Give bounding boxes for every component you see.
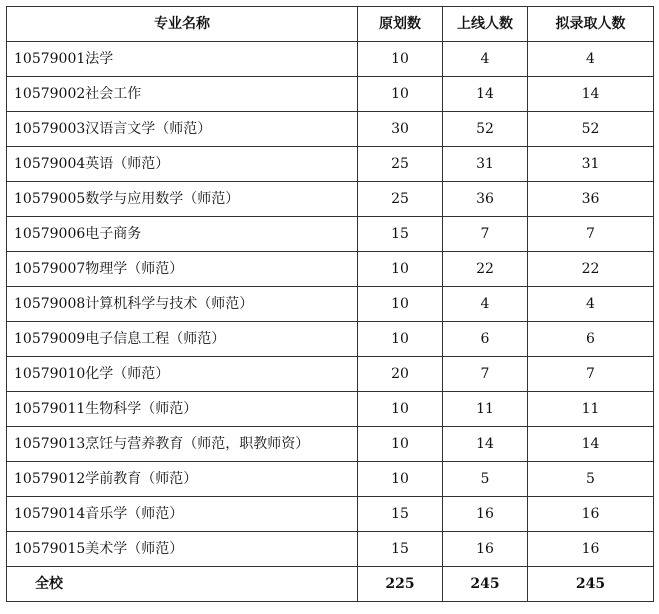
online-count: 6 — [443, 322, 528, 357]
major-name: 10579010化学（师范） — [7, 357, 358, 392]
table-row — [7, 427, 654, 462]
table-row — [7, 112, 654, 147]
admit-count: 7 — [528, 217, 654, 252]
header-online-count: 上线人数 — [443, 7, 528, 42]
total-online-count: 245 — [443, 567, 528, 602]
online-count: 52 — [443, 112, 528, 147]
online-count: 14 — [443, 427, 528, 462]
table-row — [7, 357, 654, 392]
admit-count: 52 — [528, 112, 654, 147]
major-name: 10579008计算机科学与技术（师范） — [7, 287, 358, 322]
table-row — [7, 147, 654, 182]
online-count: 5 — [443, 462, 528, 497]
table-row — [7, 77, 654, 112]
plan-count: 10 — [358, 392, 443, 427]
plan-count: 10 — [358, 427, 443, 462]
online-count: 31 — [443, 147, 528, 182]
major-name: 10579015美术学（师范） — [7, 532, 358, 567]
header-plan-count: 原划数 — [358, 7, 443, 42]
admit-count: 11 — [528, 392, 654, 427]
table-row — [7, 462, 654, 497]
major-name: 10579007物理学（师范） — [7, 252, 358, 287]
header-row — [7, 7, 654, 42]
online-count: 22 — [443, 252, 528, 287]
online-count: 4 — [443, 287, 528, 322]
admission-table — [6, 6, 654, 602]
plan-count: 15 — [358, 217, 443, 252]
table-row — [7, 252, 654, 287]
online-count: 4 — [443, 42, 528, 77]
total-plan-count: 225 — [358, 567, 443, 602]
header-admit-count: 拟录取人数 — [528, 7, 654, 42]
table-row — [7, 392, 654, 427]
major-name: 10579014音乐学（师范） — [7, 497, 358, 532]
admit-count: 16 — [528, 532, 654, 567]
total-label: 全校 — [7, 567, 358, 602]
admit-count: 7 — [528, 357, 654, 392]
table-row — [7, 497, 654, 532]
admit-count: 14 — [528, 427, 654, 462]
online-count: 7 — [443, 217, 528, 252]
major-name: 10579013烹饪与营养教育（师范，职教师资） — [7, 427, 358, 462]
total-admit-count: 245 — [528, 567, 654, 602]
major-name: 10579003汉语言文学（师范） — [7, 112, 358, 147]
header-major-name: 专业名称 — [7, 7, 358, 42]
major-name: 10579001法学 — [7, 42, 358, 77]
online-count: 36 — [443, 182, 528, 217]
table-row — [7, 217, 654, 252]
major-name: 10579005数学与应用数学（师范） — [7, 182, 358, 217]
plan-count: 15 — [358, 532, 443, 567]
table-row — [7, 322, 654, 357]
major-name: 10579004英语（师范） — [7, 147, 358, 182]
admit-count: 14 — [528, 77, 654, 112]
plan-count: 10 — [358, 462, 443, 497]
admit-count: 6 — [528, 322, 654, 357]
table-row — [7, 532, 654, 567]
online-count: 7 — [443, 357, 528, 392]
table-row — [7, 287, 654, 322]
plan-count: 20 — [358, 357, 443, 392]
major-name: 10579012学前教育（师范） — [7, 462, 358, 497]
plan-count: 30 — [358, 112, 443, 147]
plan-count: 25 — [358, 147, 443, 182]
online-count: 11 — [443, 392, 528, 427]
online-count: 16 — [443, 497, 528, 532]
plan-count: 15 — [358, 497, 443, 532]
admit-count: 4 — [528, 42, 654, 77]
table-row — [7, 182, 654, 217]
admit-count: 16 — [528, 497, 654, 532]
plan-count: 10 — [358, 42, 443, 77]
major-name: 10579002社会工作 — [7, 77, 358, 112]
plan-count: 10 — [358, 287, 443, 322]
major-name: 10579011生物科学（师范） — [7, 392, 358, 427]
online-count: 14 — [443, 77, 528, 112]
major-name: 10579006电子商务 — [7, 217, 358, 252]
plan-count: 10 — [358, 252, 443, 287]
admit-count: 4 — [528, 287, 654, 322]
admit-count: 22 — [528, 252, 654, 287]
admit-count: 31 — [528, 147, 654, 182]
major-name: 10579009电子信息工程（师范） — [7, 322, 358, 357]
online-count: 16 — [443, 532, 528, 567]
plan-count: 10 — [358, 322, 443, 357]
admit-count: 36 — [528, 182, 654, 217]
plan-count: 10 — [358, 77, 443, 112]
total-row — [7, 567, 654, 602]
table-row — [7, 42, 654, 77]
plan-count: 25 — [358, 182, 443, 217]
admit-count: 5 — [528, 462, 654, 497]
